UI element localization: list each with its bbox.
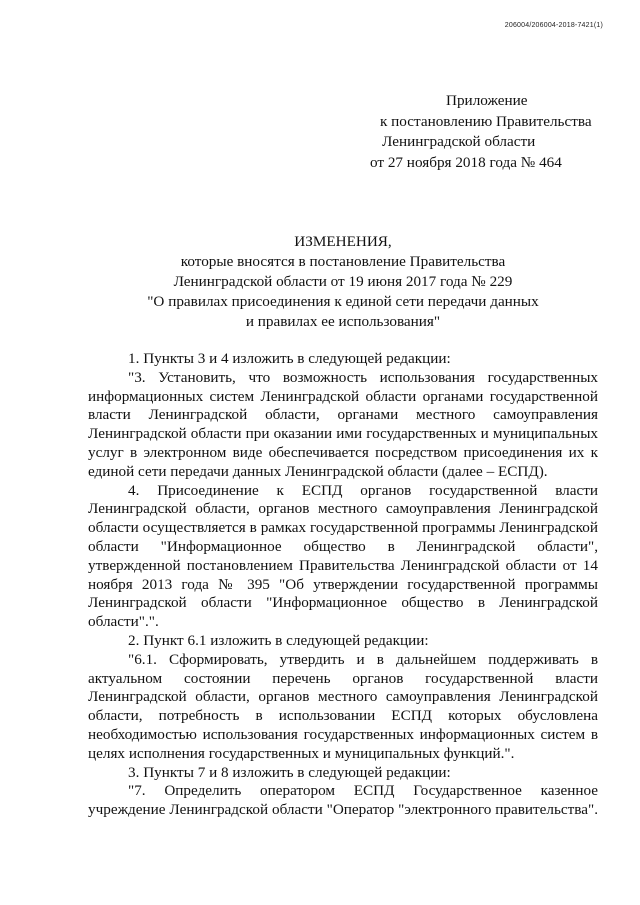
- paragraph-item-2: 2. Пункт 6.1 изложить в следующей редакции:: [128, 631, 429, 649]
- appendix-label: Приложение: [446, 92, 528, 109]
- document-id: 206004/206004-2018-7421(1): [504, 22, 603, 29]
- paragraph-clause-4: 4. Присоединение к ЕСПД органов государственной власти Ленинградской области, органов местного самоуправления Ленинградской области осуществляется в рамках государственной программы Ленинградской области "Информационное общество в Ленинградской области", утвержденной постановлением Правительства Ленинградской области от 14 ноября 2013 года № 395 "Об утверждении государственной программы Ленинградской области "Информационное общество в Ленинградской области".".: [88, 481, 598, 631]
- title-heading: ИЗМЕНЕНИЯ,: [294, 233, 392, 250]
- appendix-region: Ленинградской области: [382, 133, 536, 150]
- document-body: [88, 350, 598, 820]
- appendix-date-number: от 27 ноября 2018 года № 464: [370, 153, 562, 171]
- appendix-resolution-ref: к постановлению Правительства: [380, 112, 592, 130]
- title-line: "О правилах присоединения к единой сети передачи данных: [147, 293, 539, 310]
- paragraph-item-3: 3. Пункты 7 и 8 изложить в следующей редакции:: [128, 763, 451, 781]
- title-line: Ленинградской области от 19 июня 2017 года № 229: [173, 273, 513, 290]
- paragraph-clause-7: "7. Определить оператором ЕСПД Государственное казенное учреждение Ленинградской области "Оператор "электронного правительства".: [88, 782, 598, 819]
- title-line: которые вносятся в постановление Правительства: [180, 253, 506, 270]
- paragraph-clause-3: "3. Установить, что возможность использования государственных информационных систем Ленинградской области органами государственной власти Ленинградской области, органами местного самоуправления Ленинградской области при оказании ими государственных и муниципальных услуг в электронном виде обеспечивается посредством присоединения их к единой сети передачи данных Ленинградской области (далее – ЕСПД).: [88, 368, 598, 480]
- appendix-block: [370, 91, 610, 173]
- document-title: [88, 232, 598, 332]
- title-line: и правилах ее использования": [245, 313, 441, 330]
- paragraph-clause-6-1: "6.1. Сформировать, утвердить и в дальнейшем поддерживать в актуальном состоянии перечень органов государственной власти Ленинградской области, органов местного самоуправления Ленинградской области, потребность в использовании ЕСПД которых обусловлена необходимостью использования государственных информационных систем в целях исполнения государственных и муниципальных функций.".: [88, 650, 598, 762]
- paragraph-item-1: 1. Пункты 3 и 4 изложить в следующей редакции:: [128, 350, 451, 367]
